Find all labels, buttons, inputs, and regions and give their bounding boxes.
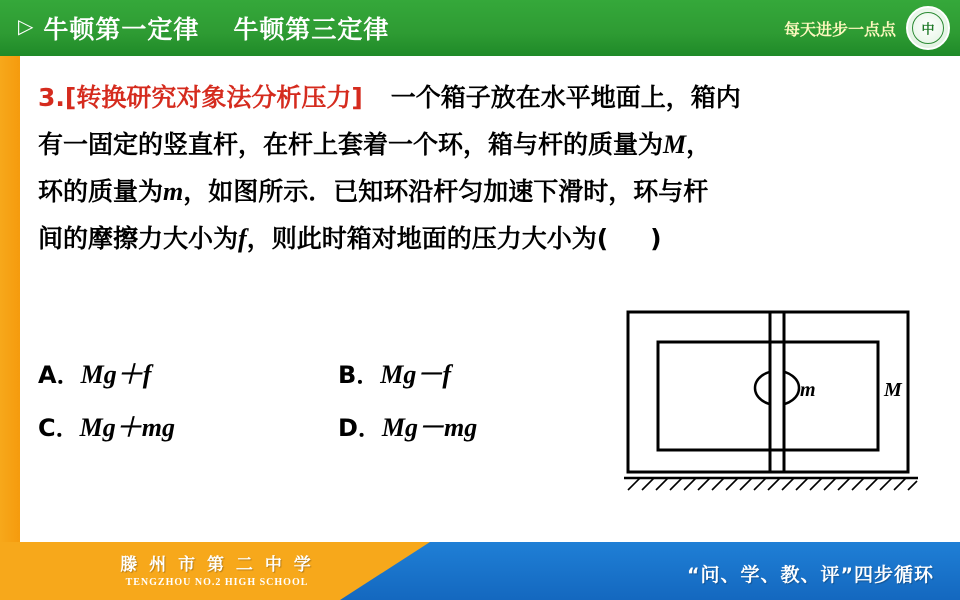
slide-footer <box>0 542 960 600</box>
footer-slogan: “问、学、教、评”四步循环 <box>687 564 934 586</box>
option-c-math: Mg＋mg <box>79 413 175 442</box>
symbol-f: f <box>238 224 247 253</box>
option-d-math: Mg－mg <box>381 413 478 442</box>
option-b-math: Mg－f <box>380 360 452 389</box>
figure-svg <box>618 306 938 506</box>
slide-body <box>20 56 960 542</box>
question-tag: [转换研究对象法分析压力] <box>64 83 363 112</box>
answer-options <box>38 346 618 452</box>
header-right-group <box>784 6 950 50</box>
slide-header <box>0 0 960 56</box>
question-line2-a: 有一固定的竖直杆，在杆上套着一个环，箱与杆的质量为 <box>38 130 664 159</box>
question-line4-a: 间的摩擦力大小为 <box>38 224 239 253</box>
footer-school-en: TENGZHOU NO.2 HIGH SCHOOL <box>125 577 309 588</box>
symbol-m: m <box>163 177 184 206</box>
question-line1: 一个箱子放在水平地面上，箱内 <box>390 83 741 112</box>
option-b[interactable] <box>338 354 598 391</box>
question-line4-b: ，则此时箱对地面的压力大小为( <box>246 224 609 253</box>
option-b-label: B． <box>338 361 381 389</box>
footer-school-cn: 滕 州 市 第 二 中 学 <box>120 555 314 575</box>
box-with-rod-and-ring-diagram <box>618 306 938 506</box>
question-line3-b: ，如图所示．已知环沿杆匀加速下滑时，环与杆 <box>183 177 709 206</box>
header-title-group <box>43 10 389 46</box>
option-d[interactable] <box>338 407 598 444</box>
school-emblem-icon <box>906 6 950 50</box>
symbol-M: M <box>663 130 687 159</box>
option-d-label: D． <box>338 414 382 442</box>
question-number: 3. <box>38 83 65 112</box>
header-slogan: 每天进步一点点 <box>783 19 896 39</box>
page-title-1: 牛顿第一定律 <box>43 15 200 44</box>
option-row-2 <box>38 399 618 452</box>
question-line3-a: 环的质量为 <box>38 177 164 206</box>
option-c-label: C． <box>38 414 80 442</box>
figure-label-ring: m <box>800 379 816 401</box>
question-line2-b: ， <box>686 130 712 159</box>
figure-label-box: M <box>884 379 902 401</box>
option-c[interactable] <box>38 407 338 444</box>
option-a-math: Mg＋f <box>80 360 152 389</box>
question-text <box>38 74 938 262</box>
option-row-1 <box>38 346 618 399</box>
page-title-2: 牛顿第三定律 <box>233 15 390 44</box>
question-line4-c: ) <box>650 224 662 253</box>
school-emblem-glyph: 中 <box>921 22 935 38</box>
footer-school-name <box>72 550 362 588</box>
triangle-right-icon: ▷ <box>18 16 34 38</box>
option-a-label: A． <box>38 361 81 389</box>
option-a[interactable] <box>38 354 338 391</box>
left-accent-bar <box>0 56 20 542</box>
